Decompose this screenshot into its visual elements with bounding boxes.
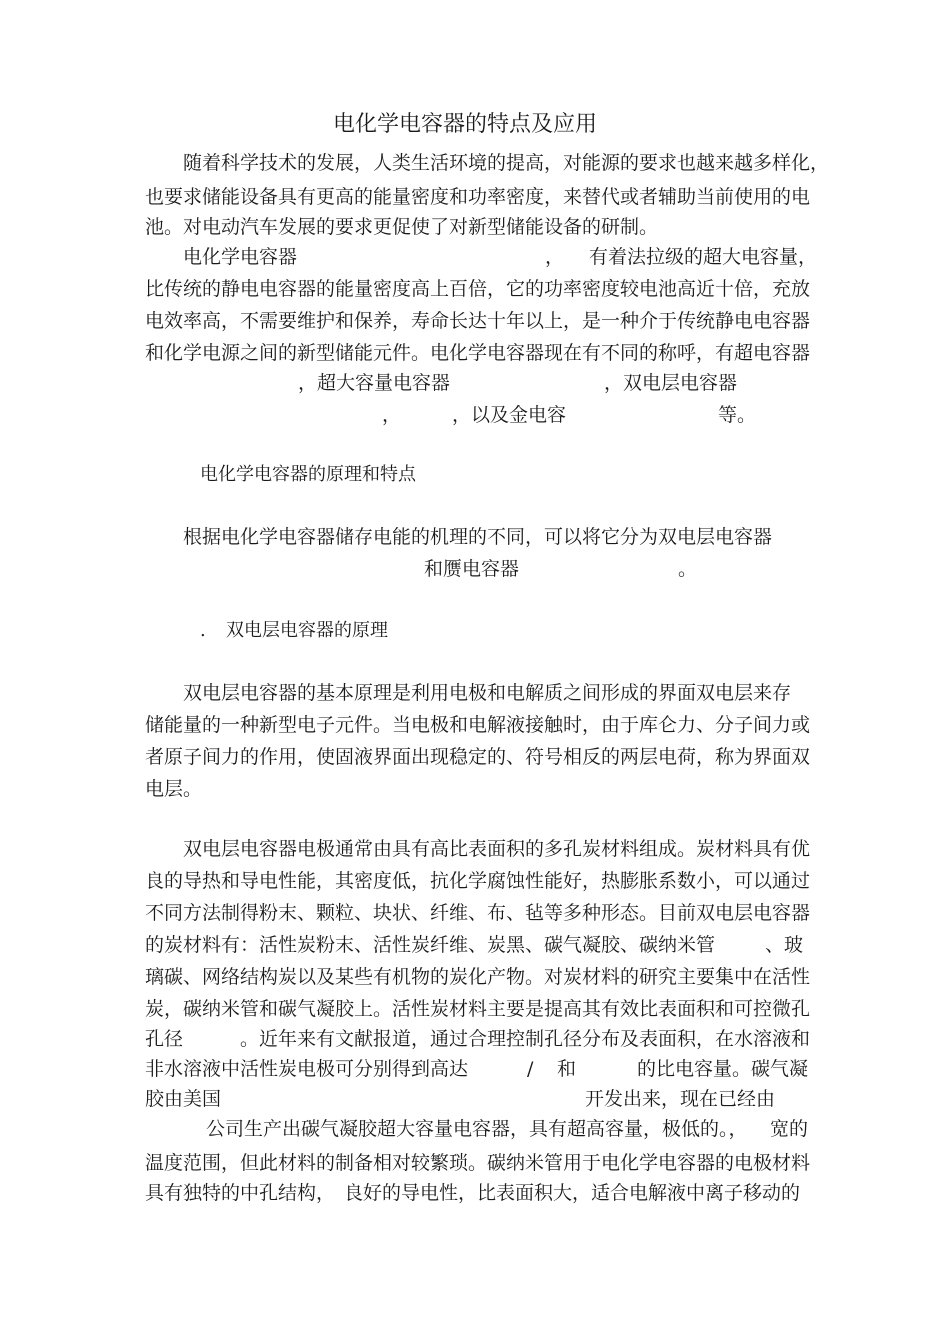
ec-text: ，超大容量电容器 [298,372,451,394]
intro-line-2 [0,180,950,214]
electrode-text: 、玻 [765,934,804,956]
electrode-text: 璃碳、网络结构炭以及某些有机物的炭化产物。对炭材料的研究主要集中在活性 [145,966,811,988]
section-heading-line [0,458,950,492]
ec-text: ，双电层电容器 [604,372,738,394]
ec-line-3 [0,304,950,338]
ec-text: 和化学电源之间的新型储能元件。电化学电容器现在有不同的称呼，有超电容器 [145,342,811,364]
electrode-text: 温度范围，但此材料的制备相对较繁琐。碳纳米管用于电化学电容器的电极材料 [145,1152,811,1174]
electrode-line-6 [0,992,950,1026]
electrode-line-10 [0,1112,950,1146]
principle-text: 储能量的一种新型电子元件。当电极和电解液接触时，由于库仑力、分子间力或 [145,714,811,736]
ec-line-2 [0,272,950,306]
electrode-text: / [527,1058,534,1080]
intro-line-1 [0,146,950,180]
electrode-text: 双电层电容器电极通常由具有高比表面积的多孔炭材料组成。炭材料具有优 [183,838,811,860]
ec-text: ， [382,404,402,426]
intro-line-3 [0,210,950,244]
intro-text: 随着科学技术的发展，人类生活环境的提高，对能源的要求也越来越多样化， [183,152,830,174]
electrode-line-3 [0,896,950,930]
ec-text: 电效率高，不需要维护和保养，寿命长达十年以上，是一种介于传统静电电容器 [145,310,811,332]
subsection-heading-line [0,614,950,648]
electrode-text: 非水溶液中活性炭电极可分别得到高达 [145,1058,469,1080]
principle-text: 双电层电容器的基本原理是利用电极和电解质之间形成的界面双电层来存 [183,682,792,704]
electrode-line-4 [0,928,950,962]
electrode-text: 良好的导电性，比表面积大，适合电解液中离子移动的 [344,1182,801,1204]
ec-text: 有着法拉级的超大电容量， [589,246,818,268]
electrode-line-8 [0,1052,950,1086]
ec-line-4 [0,336,950,370]
classify-line-1 [0,520,950,554]
ec-line-1 [0,240,950,274]
electrode-text: 良的导热和导电性能，其密度低，抗化学腐蚀性能好，热膨胀系数小，可以通过 [145,870,811,892]
electrode-text: 。近年来有文献报道，通过合理控制孔径分布及表面积，在水溶液和 [240,1028,811,1050]
ec-line-6 [0,398,950,432]
electrode-text: 具有独特的中孔结构， [145,1182,336,1204]
classify-text: 。 [678,558,698,580]
electrode-line-11 [0,1146,950,1180]
classify-text: 根据电化学电容器储存电能的机理的不同，可以将它分为双电层电容器 [183,526,773,548]
principle-text: 电层。 [145,778,203,800]
ec-text: 等。 [718,404,757,426]
principle-text: 者原子间力的作用，使固液界面出现稳定的、符号相反的两层电荷，称为界面双 [145,746,811,768]
intro-text: 池。对电动汽车发展的要求更促使了对新型储能设备的研制。 [145,216,659,238]
intro-text: 也要求储能设备具有更高的能量密度和功率密度，来替代或者辅助当前使用的电 [145,186,811,208]
electrode-text: 孔径 [145,1028,184,1050]
electrode-line-7 [0,1022,950,1056]
principle-line-2 [0,708,950,742]
electrode-text: 和 [557,1058,577,1080]
section-heading: 电化学电容器的原理和特点 [200,464,416,485]
electrode-line-5 [0,960,950,994]
ec-text: ，以及金电容 [452,404,567,426]
classify-text: 和赝电容器 [424,558,520,580]
electrode-text: 不同方法制得粉末、颗粒、块状、纤维、布、毡等多种形态。目前双电层电容器 [145,902,811,924]
ec-text: ， [545,246,565,268]
electrode-text: 宽的 [770,1118,809,1140]
principle-line-4 [0,772,950,806]
ec-text: 电化学电容器 [183,246,298,268]
document-title: 电化学电容器的特点及应用 [333,112,598,137]
subsection-heading: 双电层电容器的原理 [226,620,388,641]
principle-line-1 [0,676,950,710]
electrode-text: 炭，碳纳米管和碳气凝胶上。活性炭材料主要是提高其有效比表面积和可控微孔 [145,998,811,1020]
electrode-text: 开发出来，现在已经由 [585,1088,776,1110]
classify-line-2 [0,552,950,586]
electrode-line-9 [0,1082,950,1116]
ec-text: 比传统的静电电容器的能量密度高上百倍，它的功率密度较电池高近十倍，充放 [145,278,811,300]
electrode-text: 公司生产出碳气凝胶超大容量电容器，具有超高容量，极低的。， [206,1118,748,1140]
electrode-line-12 [0,1176,950,1210]
electrode-text: 胶由美国 [145,1088,222,1110]
document-title-line [0,108,950,142]
subsection-number: . [200,620,206,641]
ec-line-5 [0,366,950,400]
electrode-text: 的比电容量。碳气凝 [637,1058,809,1080]
electrode-line-2 [0,864,950,898]
electrode-text: 的炭材料有：活性炭粉末、活性炭纤维、炭黑、碳气凝胶、碳纳米管 [145,934,716,956]
electrode-line-1 [0,832,950,866]
principle-line-3 [0,740,950,774]
